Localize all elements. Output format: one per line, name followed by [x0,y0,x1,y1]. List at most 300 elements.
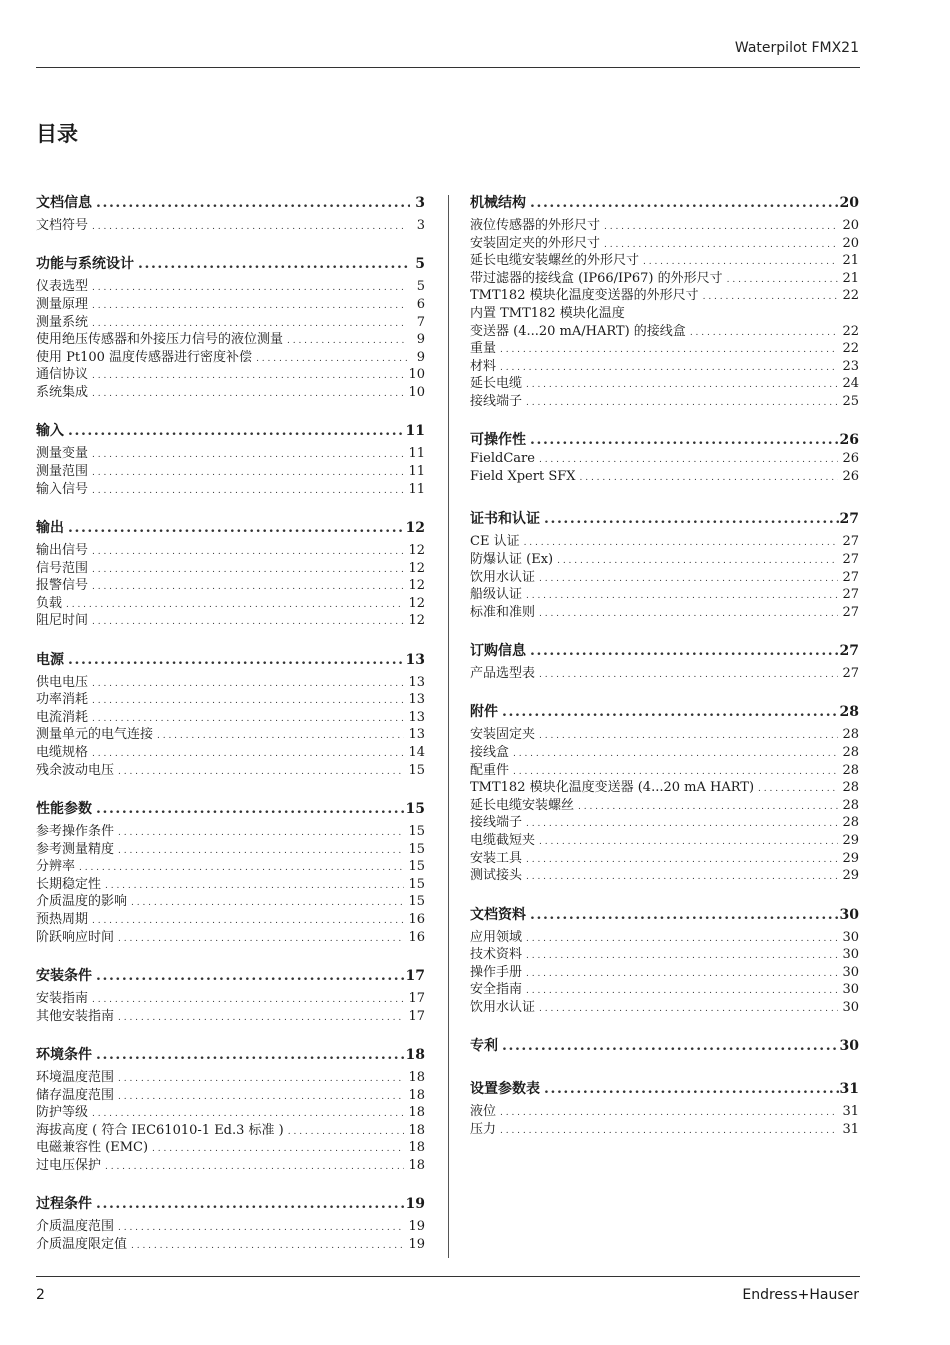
toc-entry-label: 阶跃响应时间 [36,929,115,944]
toc-entry[interactable] [470,530,859,548]
toc-entry[interactable] [470,961,859,979]
toc-dot-leader [604,240,838,250]
toc-entry-label: 安全指南 [470,982,523,996]
toc-entry-label: 压力 [470,1121,497,1136]
toc-entry-label: 测试接头 [470,868,523,882]
toc-section-page: 5 [415,256,425,273]
toc-dot-leader [502,1038,839,1054]
header-rule [36,67,860,68]
toc-dot-leader [118,1074,404,1084]
toc-entry-label: 供电电压 [36,674,89,689]
toc-entry-label: 延长电缆 [470,376,523,390]
toc-entry-page: 12 [408,595,425,610]
toc-entry-page: 28 [842,797,859,812]
toc-entry[interactable] [470,847,859,865]
toc-dot-leader [92,565,404,575]
toc-section [36,965,425,1022]
toc-entry[interactable] [36,671,425,689]
toc-section [36,192,425,232]
toc-dot-leader [96,195,410,211]
toc-entry-label: 接线端子 [470,393,523,408]
toc-entry[interactable] [470,794,859,812]
toc-entry-page: 28 [842,762,859,777]
toc-dot-leader [92,371,404,381]
toc-entry[interactable] [36,1119,425,1137]
toc-section-title: 机械结构 [470,195,526,211]
toc-section-page: 18 [405,1046,425,1063]
toc-entry-page: 7 [416,314,425,329]
toc-dot-leader [539,609,838,619]
toc-entry[interactable] [470,662,859,680]
toc-dot-leader [96,1047,405,1063]
toc-entry-page: 20 [842,235,859,250]
toc-entry-label: 长期稳定性 [36,876,102,891]
toc-entry[interactable] [470,1118,859,1136]
toc-section-heading[interactable] [470,701,859,722]
toc-entry-label: 配重件 [470,762,510,777]
toc-entry[interactable] [36,1154,425,1172]
toc-dot-leader [157,731,404,741]
toc-dot-leader [580,473,839,483]
toc-section-title: 性能参数 [36,801,92,818]
toc-entry-label: 安装指南 [36,991,89,1005]
toc-entry-label: 海拔高度 ( 符合 IEC61010-1 Ed.3 标准 ) [36,1122,284,1137]
toc-section-heading[interactable] [36,798,425,819]
toc-entry[interactable] [470,723,859,741]
toc-section-title: 设置参数表 [470,1081,540,1098]
toc-entry[interactable] [470,829,859,847]
toc-entry-label: 产品选型表 [470,666,536,680]
toc-dot-leader [92,696,404,706]
toc-section-title: 过程条件 [36,1196,92,1213]
toc-section-heading[interactable] [36,253,425,274]
toc-entry-label: 接线端子 [470,815,523,830]
toc-entry-label: 变送器 (4...20 mA/HART) 的接线盒 [470,323,686,338]
toc-entry-page: 27 [842,604,859,619]
toc-entry-label: 输出信号 [36,542,89,557]
toc-dot-leader [530,195,839,211]
toc-entry-page: 24 [842,376,859,390]
toc-entry-label: TMT182 模块化温度变送器的外形尺寸 [470,288,699,302]
toc-dot-leader [92,301,407,311]
toc-dot-leader [68,652,405,668]
toc-dot-leader [92,714,404,724]
toc-entry-label: 重量 [470,341,497,355]
toc-entry[interactable] [36,346,425,364]
toc-dot-leader [526,591,838,601]
toc-dot-leader [500,345,838,355]
toc-entry-label: 饮用水认证 [470,569,536,584]
toc-section-heading[interactable] [470,192,859,213]
toc-dot-leader [539,837,838,847]
toc-section-heading[interactable] [470,429,859,450]
toc-section-title: 输出 [36,519,64,536]
toc-entry-page: 3 [416,218,425,232]
footer-brand: Endress+Hauser [742,1287,859,1303]
toc-dot-leader [92,222,407,232]
toc-entry-label: Field Xpert SFX [470,468,576,484]
toc-entry-page: 23 [842,358,859,373]
toc-section-title: 可操作性 [470,432,526,449]
toc-section-page: 27 [839,511,859,528]
toc-entry[interactable] [470,548,859,566]
toc-entry[interactable] [470,741,859,759]
toc-section [36,1044,425,1172]
toc-entry[interactable] [470,566,859,584]
toc-entry[interactable] [36,1084,425,1102]
toc-entry[interactable] [36,214,425,232]
toc-entry-label: CE 认证 [470,534,520,548]
toc-entry-page: 31 [842,1121,859,1136]
toc-section-heading[interactable] [470,904,859,925]
toc-entry[interactable] [36,381,425,399]
toc-entry[interactable] [36,557,425,575]
toc-entry-label: 电缆截短夹 [470,833,536,847]
toc-entry[interactable] [470,864,859,882]
toc-section-title: 订购信息 [470,643,526,660]
toc-dot-leader [727,275,839,285]
toc-dot-leader [526,951,838,961]
toc-entry-page: 22 [842,323,859,338]
toc-dot-leader [105,881,404,891]
toc-entry-label: 安装固定夹的外形尺寸 [470,235,601,250]
toc-section [36,253,425,398]
toc-entry[interactable] [36,1066,425,1084]
toc-entry-page: 27 [842,551,859,566]
toc-entry-page: 17 [408,991,425,1005]
toc-entry[interactable] [36,890,425,908]
toc-entry[interactable] [470,996,859,1014]
toc-entry[interactable] [36,592,425,610]
toc-entry-label: 文档符号 [36,218,89,232]
toc-dot-leader [502,704,839,720]
toc-entry-label: 其他安装指南 [36,1008,115,1023]
toc-entry-label: 操作手册 [470,964,523,979]
toc-entry-label: 报警信号 [36,578,89,592]
toc-entry-first-line: 内置 TMT182 模块化温度 [470,305,625,321]
toc-entry-page: 16 [408,929,425,944]
toc-section [36,517,425,627]
toc-entry-label: 带过滤器的接线盒 (IP66/IP67) 的外形尺寸 [470,270,723,285]
toc-entry[interactable] [36,1215,425,1233]
toc-entry[interactable] [470,583,859,601]
toc-entry-page: 30 [842,999,859,1014]
toc-entry-label: 延长电缆安装螺丝的外形尺寸 [470,253,640,267]
toc-entry-label: 输入信号 [36,481,89,496]
toc-dot-leader [118,767,404,777]
toc-entry[interactable] [36,926,425,944]
toc-entry-page: 28 [842,780,859,794]
toc-dot-leader [92,283,407,293]
toc-entry[interactable] [470,601,859,619]
toc-dot-leader [92,450,404,460]
toc-entry-page: 18 [408,1140,425,1154]
toc-entry-page: 11 [408,481,425,496]
toc-entry-page: 15 [408,841,425,856]
toc-section-heading[interactable] [36,192,425,213]
toc-entry[interactable] [36,908,425,926]
toc-entry-page: 21 [842,253,859,267]
toc-section-page: 27 [839,643,859,660]
toc-entry-page: 11 [408,463,425,478]
toc-dot-leader [539,455,838,465]
toc-entry[interactable] [470,214,859,232]
toc-entry-page: 18 [408,1105,425,1119]
toc-entry-label: 功率消耗 [36,692,89,706]
toc-entry-label: 防护等级 [36,1105,89,1119]
toc-dot-leader [92,319,407,329]
toc-dot-leader [526,986,838,996]
toc-dot-leader [118,828,404,838]
toc-entry[interactable] [36,478,425,496]
toc-entry-page: 30 [842,982,859,996]
toc-dot-leader [92,582,404,592]
toc-dot-leader [526,855,838,865]
toc-entry[interactable] [470,355,859,373]
toc-entry-page: 26 [842,451,859,467]
toc-entry-page: 6 [416,296,425,311]
toc-entry[interactable] [36,706,425,724]
toc-entry[interactable] [470,284,859,302]
toc-entry[interactable] [470,267,859,285]
toc-dot-leader [96,801,405,817]
toc-dot-leader [92,1109,404,1119]
toc-entry[interactable] [36,820,425,838]
toc-entry[interactable] [470,451,859,469]
toc-entry-page: 29 [842,833,859,847]
toc-entry[interactable] [470,978,859,996]
toc-entry-page: 30 [842,929,859,944]
toc-dot-leader [92,749,404,759]
toc-entry-label: 液位传感器的外形尺寸 [470,218,601,232]
toc-entry[interactable] [36,759,425,777]
toc-entry-page: 13 [408,692,425,706]
toc-section-heading[interactable] [470,1035,859,1056]
toc-section-title: 附件 [470,704,498,721]
toc-entry-label: 负载 [36,595,63,610]
toc-entry-label: 过电压保护 [36,1157,102,1172]
toc-section-heading[interactable] [36,965,425,986]
toc-dot-leader [96,968,405,984]
toc-section [470,1078,859,1135]
toc-dot-leader [530,643,839,659]
toc-section-title: 功能与系统设计 [36,256,134,273]
toc-dot-leader [68,423,405,439]
toc-entry-page: 13 [408,727,425,742]
toc-section [36,1193,425,1250]
toc-entry-page: 15 [408,824,425,838]
toc-section-page: 26 [839,432,859,449]
toc-entry-label: 系统集成 [36,384,89,399]
toc-entry[interactable] [36,1005,425,1023]
toc-entry[interactable] [470,469,859,487]
toc-dot-leader [131,898,404,908]
toc-section-title: 专利 [470,1038,498,1055]
toc-entry[interactable] [36,442,425,460]
toc-entry-page: 27 [842,534,859,548]
toc-section-page: 20 [839,195,859,211]
toc-entry[interactable] [36,539,425,557]
toc-section-heading[interactable] [470,1078,859,1099]
toc-entry-page: 11 [408,446,425,460]
toc-section-heading[interactable] [470,508,859,529]
toc-entry-label: 环境温度范围 [36,1069,115,1084]
toc-entry[interactable] [36,293,425,311]
toc-dot-leader [92,679,404,689]
toc-entry-label: 液位 [470,1104,497,1118]
toc-section [470,701,859,881]
toc-entry[interactable] [470,811,859,829]
toc-entry[interactable] [36,609,425,627]
toc-entry[interactable] [470,249,859,267]
toc-dot-leader [138,256,410,272]
toc-entry[interactable] [36,460,425,478]
toc-entry-label: 材料 [470,358,497,373]
toc-entry-label: FieldCare [470,451,535,467]
toc-entry-page: 13 [408,709,425,724]
toc-entry-page: 17 [408,1008,425,1023]
toc-dot-leader [92,617,404,627]
toc-dot-leader [118,934,404,944]
toc-entry[interactable] [36,1136,425,1154]
toc-entry[interactable] [36,688,425,706]
toc-entry-label: 应用领域 [470,929,523,944]
toc-entry-label: 饮用水认证 [470,999,536,1014]
toc-entry-label: 介质温度的影响 [36,894,128,909]
toc-entry[interactable] [470,759,859,777]
toc-dot-leader [530,907,839,923]
toc-entry[interactable] [36,328,425,346]
toc-section-page: 3 [415,195,425,211]
toc-entry[interactable] [36,873,425,891]
toc-dot-leader [118,1013,404,1023]
toc-entry-page: 12 [408,613,425,627]
column-divider [448,195,449,1258]
toc-entry-label: 信号范围 [36,560,89,575]
toc-entry-label: 测量原理 [36,296,89,311]
toc-entry[interactable] [470,232,859,250]
toc-entry-page: 28 [842,745,859,759]
toc-section-title: 证书和认证 [470,511,540,528]
toc-entry-page: 12 [408,560,425,575]
toc-dot-leader [578,802,838,812]
toc-section-heading[interactable] [36,1193,425,1214]
toc-entry-label: 分辨率 [36,859,76,873]
toc-entry-page: 27 [842,569,859,584]
toc-section-heading[interactable] [36,1044,425,1065]
toc-entry-page: 14 [408,745,425,759]
toc-dot-leader [643,257,838,267]
toc-entry[interactable] [36,574,425,592]
toc-entry[interactable] [36,987,425,1005]
toc-entry[interactable] [470,943,859,961]
toc-entry-label: 安装固定夹 [470,727,536,742]
toc-entry[interactable] [36,1233,425,1251]
toc-entry-label: 阻尼时间 [36,613,89,627]
toc-entry-page: 18 [408,1069,425,1084]
toc-entry[interactable] [36,311,425,329]
toc-section-page: 28 [839,704,859,721]
toc-entry[interactable] [470,390,859,408]
toc-entry-page: 10 [408,367,425,381]
toc-dot-leader [68,520,405,536]
toc-dot-leader [92,916,404,926]
toc-entry[interactable] [36,363,425,381]
toc-section [470,640,859,680]
toc-section-page: 11 [405,423,425,440]
toc-dot-leader [526,819,838,829]
toc-entry-label: 安装工具 [470,850,523,865]
toc-entry[interactable] [36,838,425,856]
toc-entry[interactable] [470,1100,859,1118]
toc-dot-leader [96,1196,405,1212]
toc-section-title: 输入 [36,423,64,440]
toc-entry-page: 10 [408,384,425,399]
toc-dot-leader [92,547,404,557]
toc-entry[interactable] [470,776,859,794]
toc-dot-leader [690,328,839,338]
toc-section [470,1035,859,1056]
toc-dot-leader [526,872,838,882]
toc-entry[interactable] [36,723,425,741]
toc-dot-leader [92,486,404,496]
toc-dot-leader [526,398,838,408]
toc-dot-leader [544,1081,839,1097]
toc-entry[interactable] [36,275,425,293]
toc-entry-label: 延长电缆安装螺丝 [470,797,575,812]
toc-section [36,420,425,495]
toc-section-title: 安装条件 [36,968,92,984]
toc-section-heading[interactable] [470,640,859,661]
toc-dot-leader [557,556,838,566]
toc-entry-label: 测量变量 [36,446,89,460]
toc-entry-page: 27 [842,666,859,680]
toc-entry-page: 13 [408,674,425,689]
toc-entry[interactable] [470,337,859,355]
toc-entry-label: 标准和准则 [470,604,536,619]
toc-entry[interactable] [36,1101,425,1119]
toc-dot-leader [526,380,838,390]
toc-entry-label: 通信协议 [36,367,89,381]
toc-entry-page: 12 [408,578,425,592]
toc-entry[interactable] [470,320,859,338]
toc-entry-label: 测量范围 [36,463,89,478]
toc-dot-leader [500,1126,838,1136]
toc-dot-leader [152,1144,404,1154]
toc-left-column [36,192,425,1272]
toc-section-page: 15 [405,801,425,818]
toc-entry-page: 28 [842,727,859,742]
toc-section-heading[interactable] [36,649,425,670]
toc-entry[interactable] [36,741,425,759]
toc-entry-page: 15 [408,876,425,891]
toc-entry[interactable] [470,926,859,944]
toc-section-heading[interactable] [36,517,425,538]
toc-entry[interactable] [36,855,425,873]
toc-entry-label: 船级认证 [470,587,523,601]
toc-dot-leader [288,1127,405,1137]
toc-entry[interactable] [470,372,859,390]
toc-entry-label: 介质温度范围 [36,1219,115,1233]
toc-section-page: 13 [405,651,425,668]
toc-section-heading[interactable] [36,420,425,441]
toc-dot-leader [526,969,838,979]
toc-section [470,429,859,486]
toc-section-page: 17 [405,968,425,984]
toc-entry-page: 30 [842,947,859,961]
toc-section [36,798,425,943]
toc-entry-page: 21 [842,270,859,285]
